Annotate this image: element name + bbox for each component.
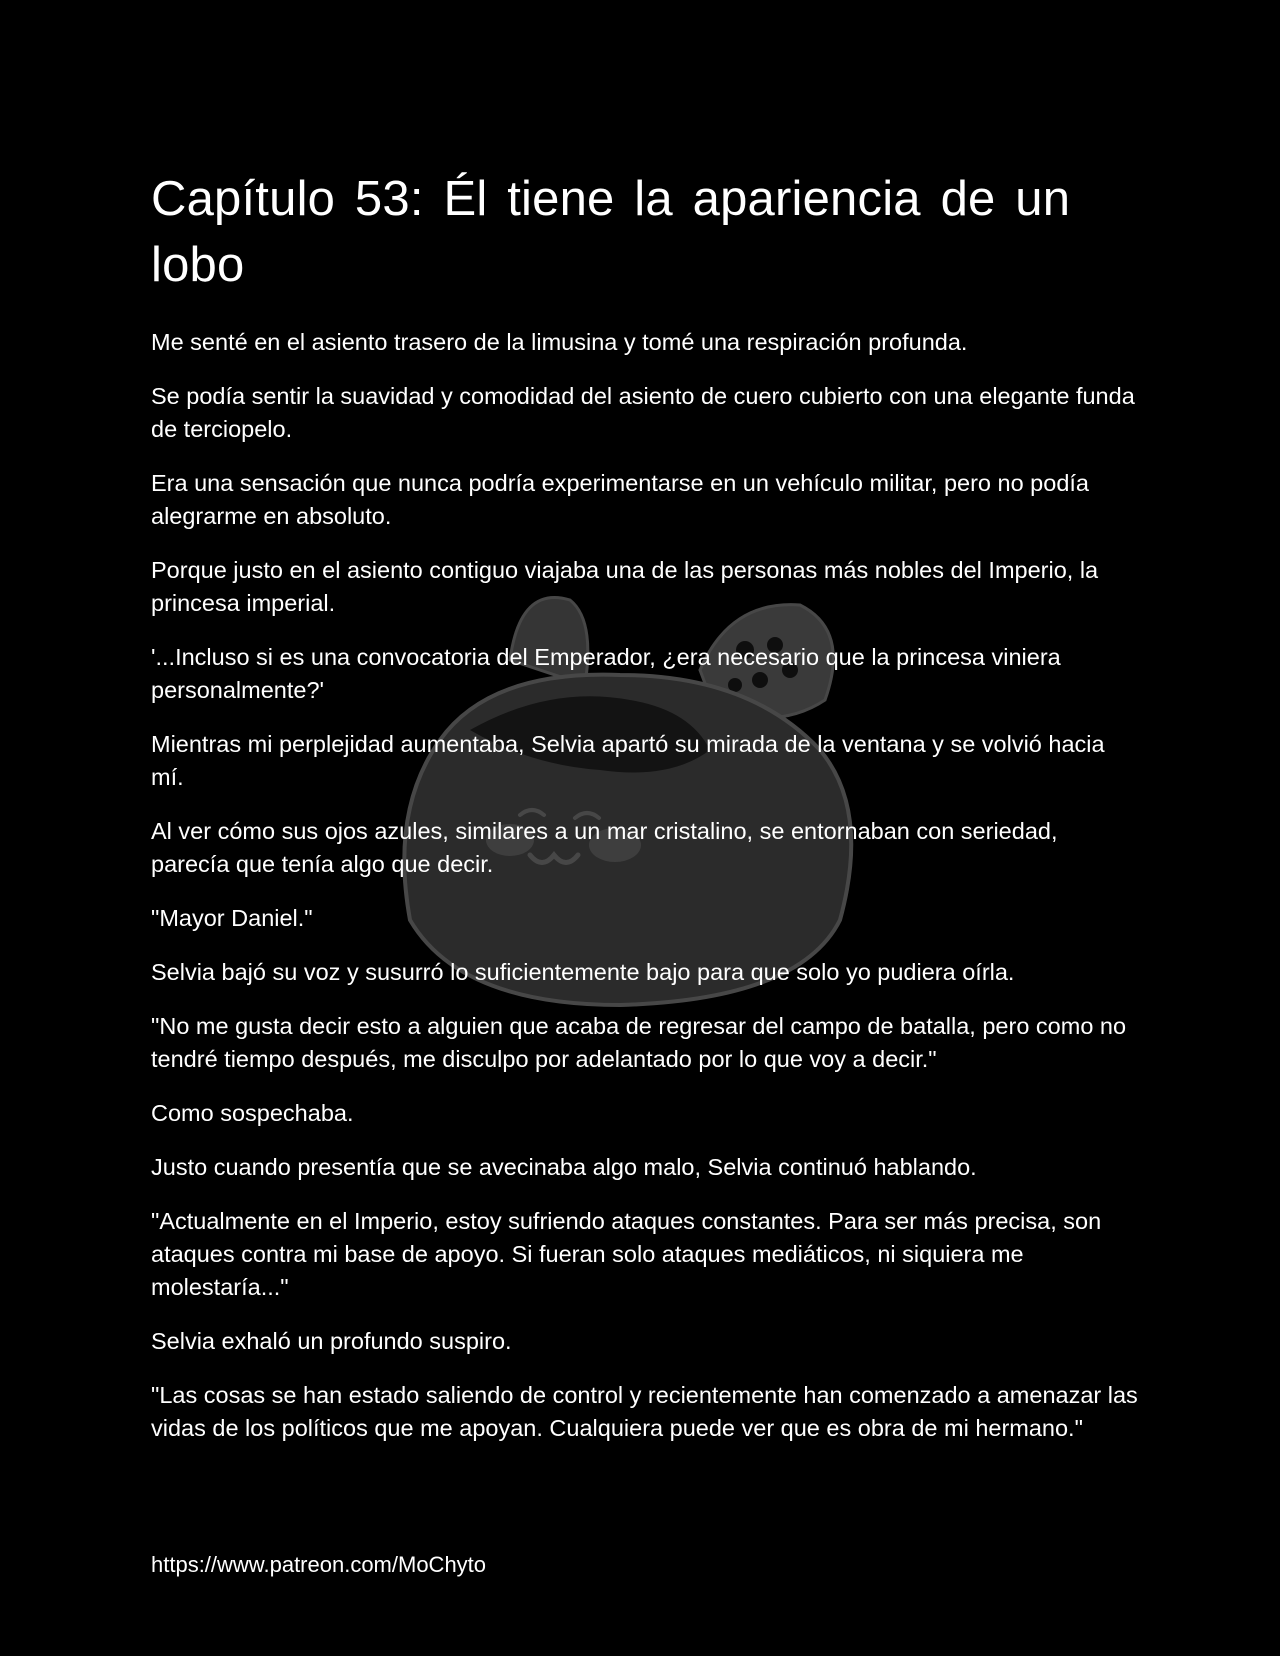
paragraph: Selvia bajó su voz y susurró lo suficientemente bajo para que solo yo pudiera oírla. (151, 959, 1015, 985)
paragraph: Se podía sentir la suavidad y comodidad del asiento de cuero cubierto con una elegante funda de terciopelo. (151, 383, 1135, 442)
patreon-link[interactable]: https://www.patreon.com/MoChyto (151, 1552, 487, 1577)
paragraph: "No me gusta decir esto a alguien que acaba de regresar del campo de batalla, pero como no tendré tiempo después, me disculpo por adelantado por lo que voy a decir." (151, 1013, 1127, 1072)
paragraph: Justo cuando presentía que se avecinaba algo malo, Selvia continuó hablando. (151, 1154, 977, 1180)
paragraph: '...Incluso si es una convocatoria del Emperador, ¿era necesario que la princesa viniera personalmente?' (151, 644, 1061, 703)
chapter-body (151, 326, 1141, 1445)
paragraph: Mientras mi perplejidad aumentaba, Selvia apartó su mirada de la ventana y se volvió hacia mí. (151, 731, 1105, 790)
paragraph: Como sospechaba. (151, 1100, 354, 1126)
paragraph: Porque justo en el asiento contiguo viajaba una de las personas más nobles del Imperio, la princesa imperial. (151, 557, 1099, 616)
paragraph: Selvia exhaló un profundo suspiro. (151, 1328, 512, 1354)
paragraph: Al ver cómo sus ojos azules, similares a un mar cristalino, se entornaban con seriedad, parecía que tenía algo que decir. (151, 818, 1058, 877)
chapter-title: Capítulo 53: Él tiene la apariencia de un lobo (151, 172, 1071, 292)
paragraph: Era una sensación que nunca podría experimentarse en un vehículo militar, pero no podía alegrarme en absoluto. (151, 470, 1089, 529)
paragraph: "Las cosas se han estado saliendo de control y recientemente han comenzado a amenazar las vidas de los políticos que me apoyan. Cualquiera puede ver que es obra de mi hermano." (151, 1382, 1138, 1441)
paragraph: "Mayor Daniel." (151, 905, 313, 931)
paragraph: "Actualmente en el Imperio, estoy sufriendo ataques constantes. Para ser más precisa, son ataques contra mi base de apoyo. Si fueran solo ataques mediáticos, ni siquiera me molestaría..." (151, 1208, 1102, 1300)
chapter-page (151, 0, 1141, 1466)
paragraph: Me senté en el asiento trasero de la limusina y tomé una respiración profunda. (151, 329, 968, 355)
